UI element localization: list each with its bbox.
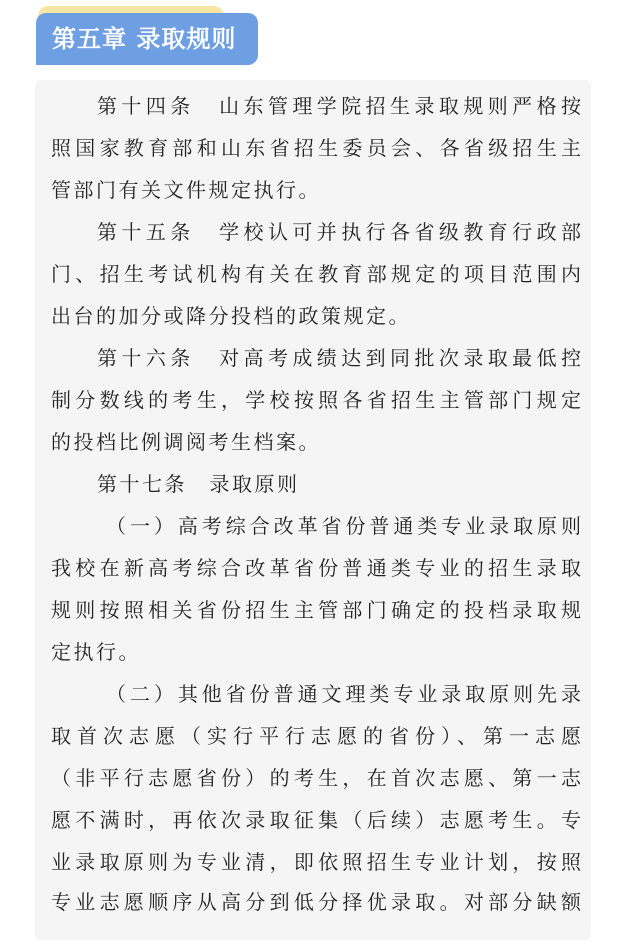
text-line: 愿不满时，再依次录取征集（后续）志愿考生。专 [51,808,581,832]
text-line: 管部门有关文件规定执行。 [51,178,321,202]
text-line: 取首次志愿（实行平行志愿的省份）、第一志愿 [51,724,581,748]
text-line: 门、招生考试机构有关在教育部规定的项目范围内 [51,262,581,286]
text-line: 第十七条 录取原则 [97,472,300,496]
text-line: 我校在新高考综合改革省份普通类专业的招生录取 [51,556,581,580]
text-line: 专业志愿顺序从高分到低分择优录取。对部分缺额 [51,890,581,914]
text-line: 第十六条 对高考成绩达到同批次录取最低控 [97,346,581,370]
text-line: 第十四条 山东管理学院招生录取规则严格按 [97,94,581,118]
text-line: 业录取原则为专业清，即依照招生专业计划，按照 [51,850,581,874]
text-line: （二）其他省份普通文理类专业录取原则先录 [106,682,581,706]
text-line: 出台的加分或降分投档的政策规定。 [51,304,411,328]
text-line: 制分数线的考生，学校按照各省招生主管部门规定 [51,388,581,412]
text-line: 第十五条 学校认可并执行各省级教育行政部 [97,220,581,244]
text-line: 的投档比例调阅考生档案。 [51,430,321,454]
text-line: （一）高考综合改革省份普通类专业录取原则 [106,514,581,538]
text-line: 规则按照相关省份招生主管部门确定的投档录取规 [51,598,581,622]
chapter-title: 第五章 录取规则 [36,13,258,65]
text-line: 定执行。 [51,640,141,664]
text-line: 照国家教育部和山东省招生委员会、各省级招生主 [51,136,581,160]
text-line: （非平行志愿省份）的考生，在首次志愿、第一志 [51,766,581,790]
